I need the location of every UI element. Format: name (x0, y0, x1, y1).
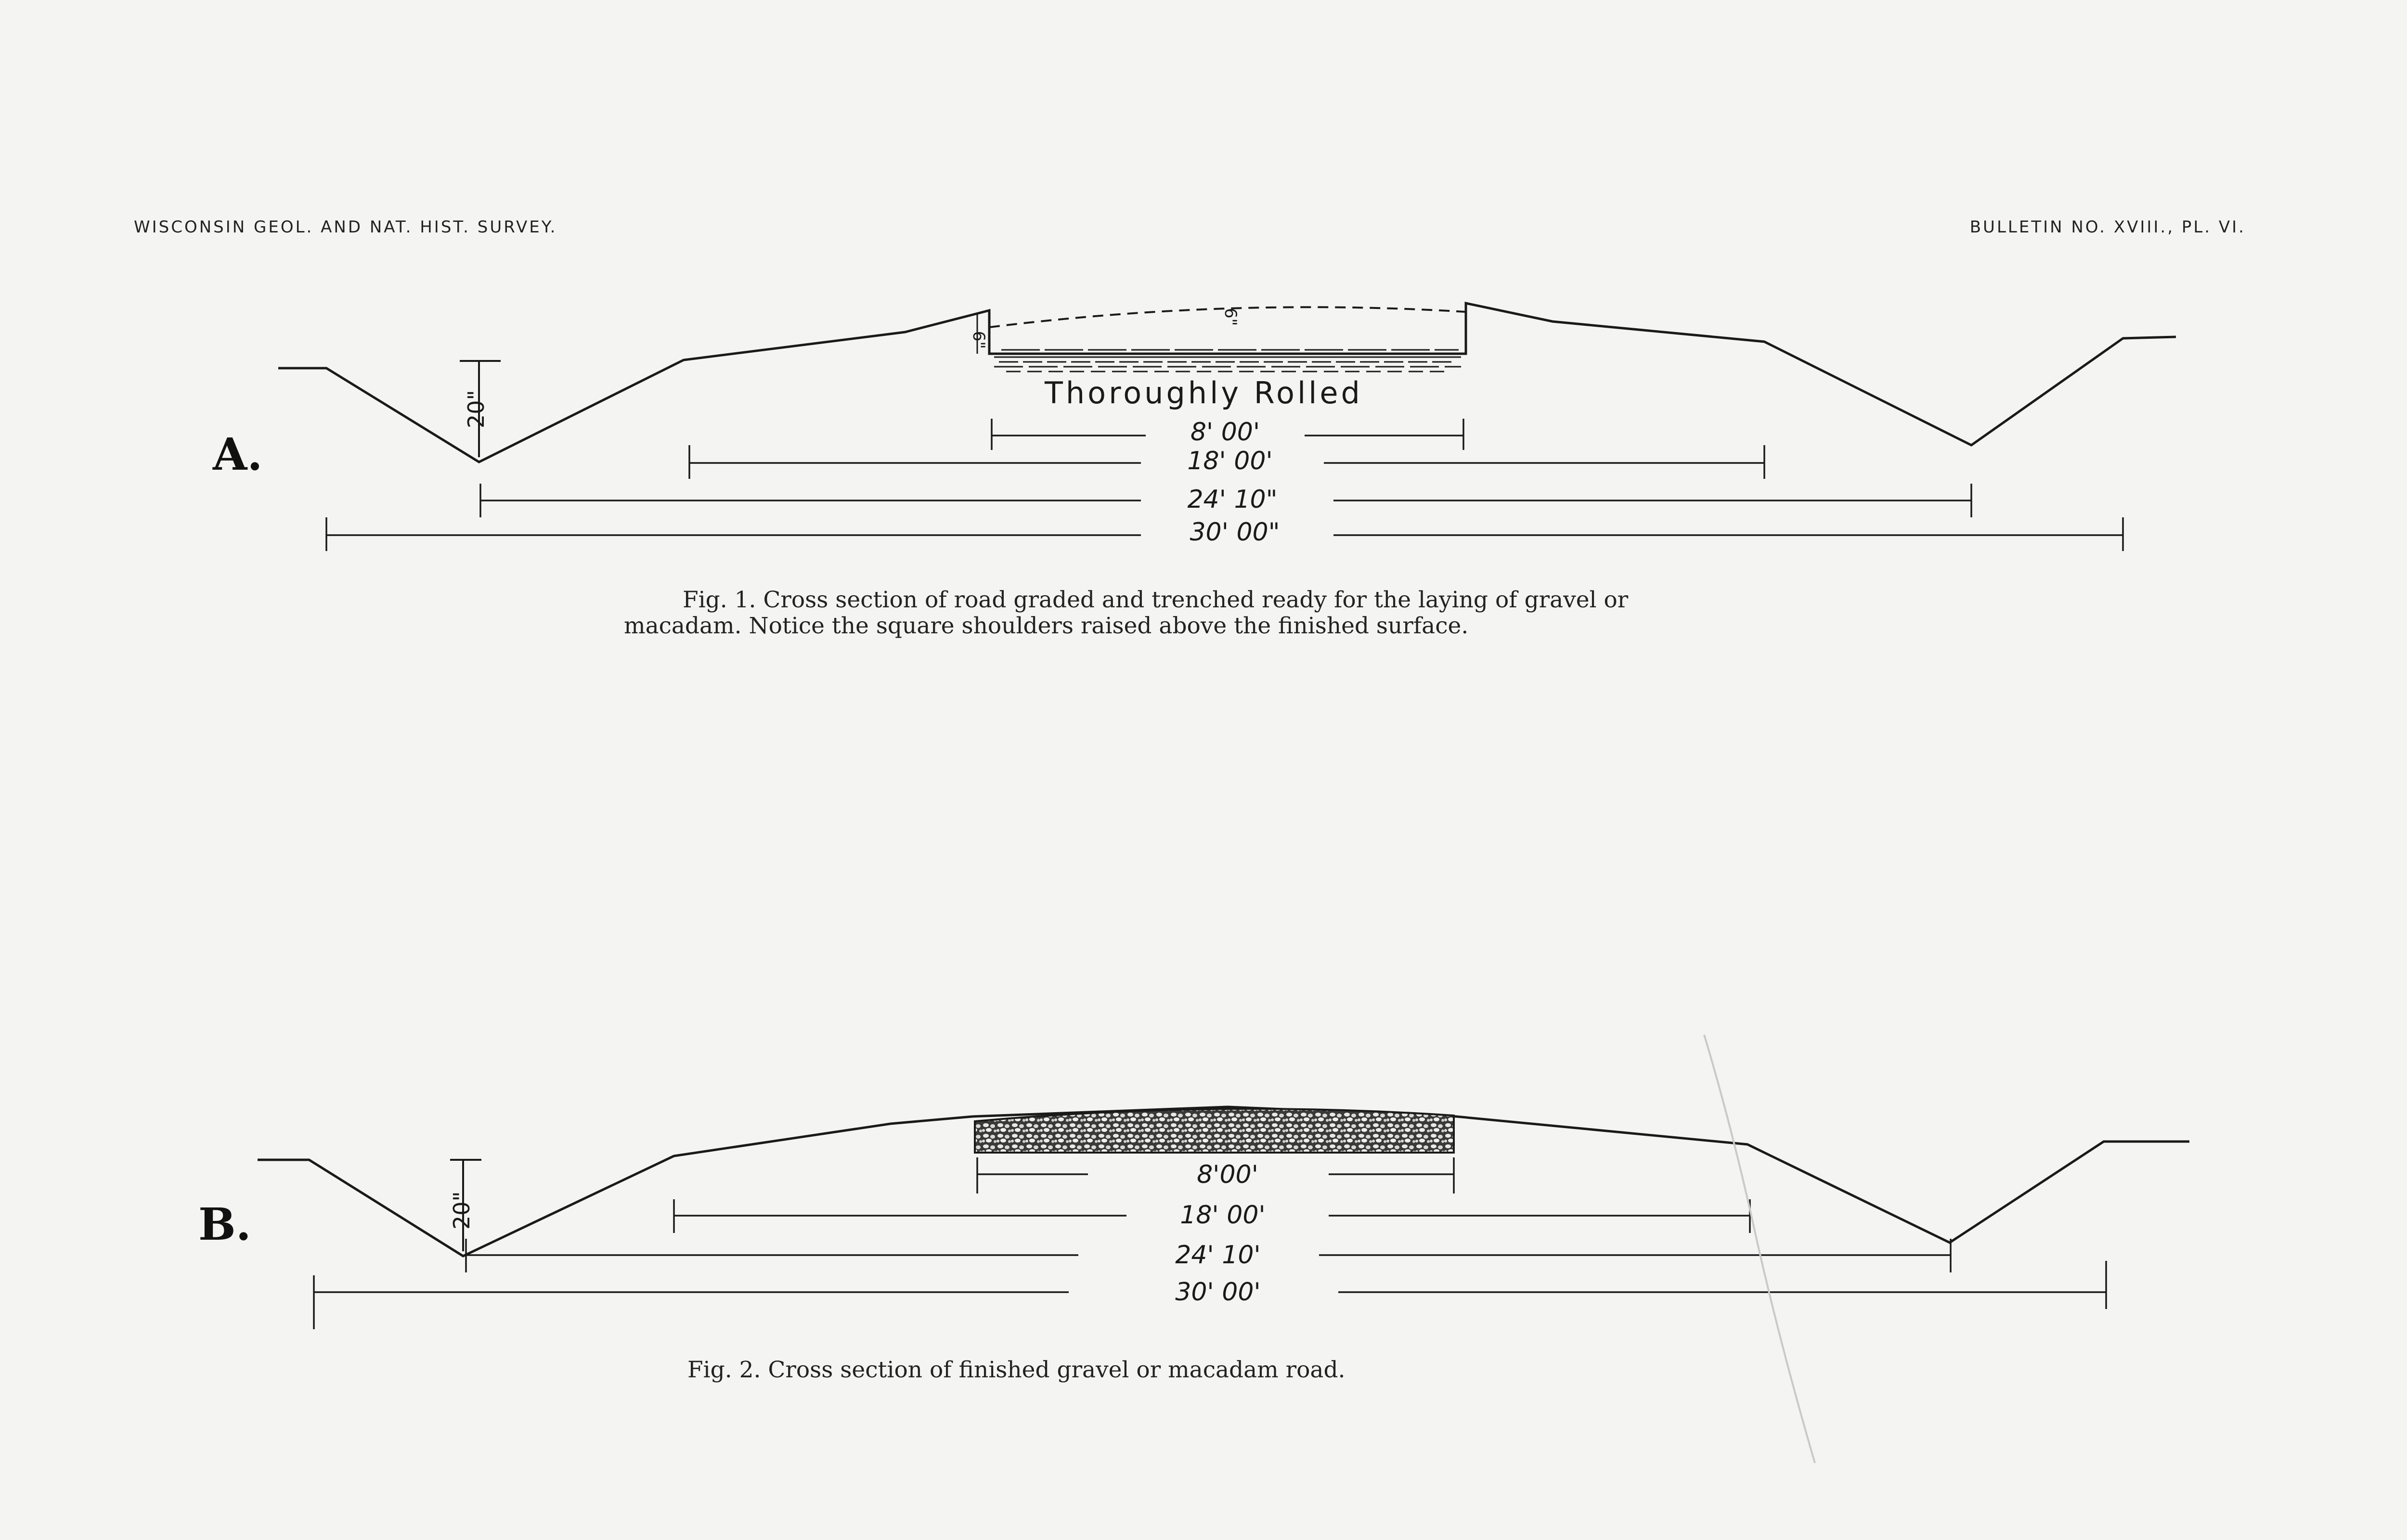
figure-2-caption: Fig. 2. Cross section of finished gravel or macadam road. (687, 1357, 1346, 1383)
figure-a-dimension-18ft: 18' 00' (1187, 447, 1273, 475)
figure-a-crown-depth: 6" (1221, 308, 1240, 326)
figure-b-dimension-30ft: 30' 00' (1175, 1278, 1261, 1307)
figure-a-shoulder-height: 6" (969, 331, 988, 349)
figure-1-caption-line2: macadam. Notice the square shoulders raised above the finished surface. (624, 613, 1469, 639)
figure-1-caption-line1: Fig. 1. Cross section of road graded and trenched ready for the laying of gravel or (683, 587, 1629, 613)
figure-b-dimension-24ft: 24' 10' (1175, 1241, 1261, 1270)
figure-a-ditch-depth: 20" (463, 390, 489, 428)
figure-b-dimension-8ft: 8'00' (1197, 1160, 1258, 1189)
figure-a-surface-label: Thoroughly Rolled (1045, 375, 1363, 411)
figure-a-letter: A. (213, 428, 263, 480)
figure-b-dimension-18ft: 18' 00' (1180, 1201, 1266, 1230)
survey-header: WISCONSIN GEOL. AND NAT. HIST. SURVEY. (134, 218, 557, 237)
figure-a-dimension-24ft: 24' 10" (1187, 485, 1278, 514)
figure-a-dimension-8ft: 8' 00' (1190, 418, 1260, 447)
bulletin-header: BULLETIN NO. XVIII., PL. VI. (1969, 218, 2246, 237)
figure-a-dimension-30ft: 30' 00" (1190, 518, 1280, 547)
paper-crease (1704, 1035, 1815, 1463)
figure-b-ditch-depth: 20" (449, 1191, 475, 1230)
figure-b-gravel-layer (975, 1109, 1454, 1153)
figure-b-letter: B. (198, 1198, 251, 1250)
